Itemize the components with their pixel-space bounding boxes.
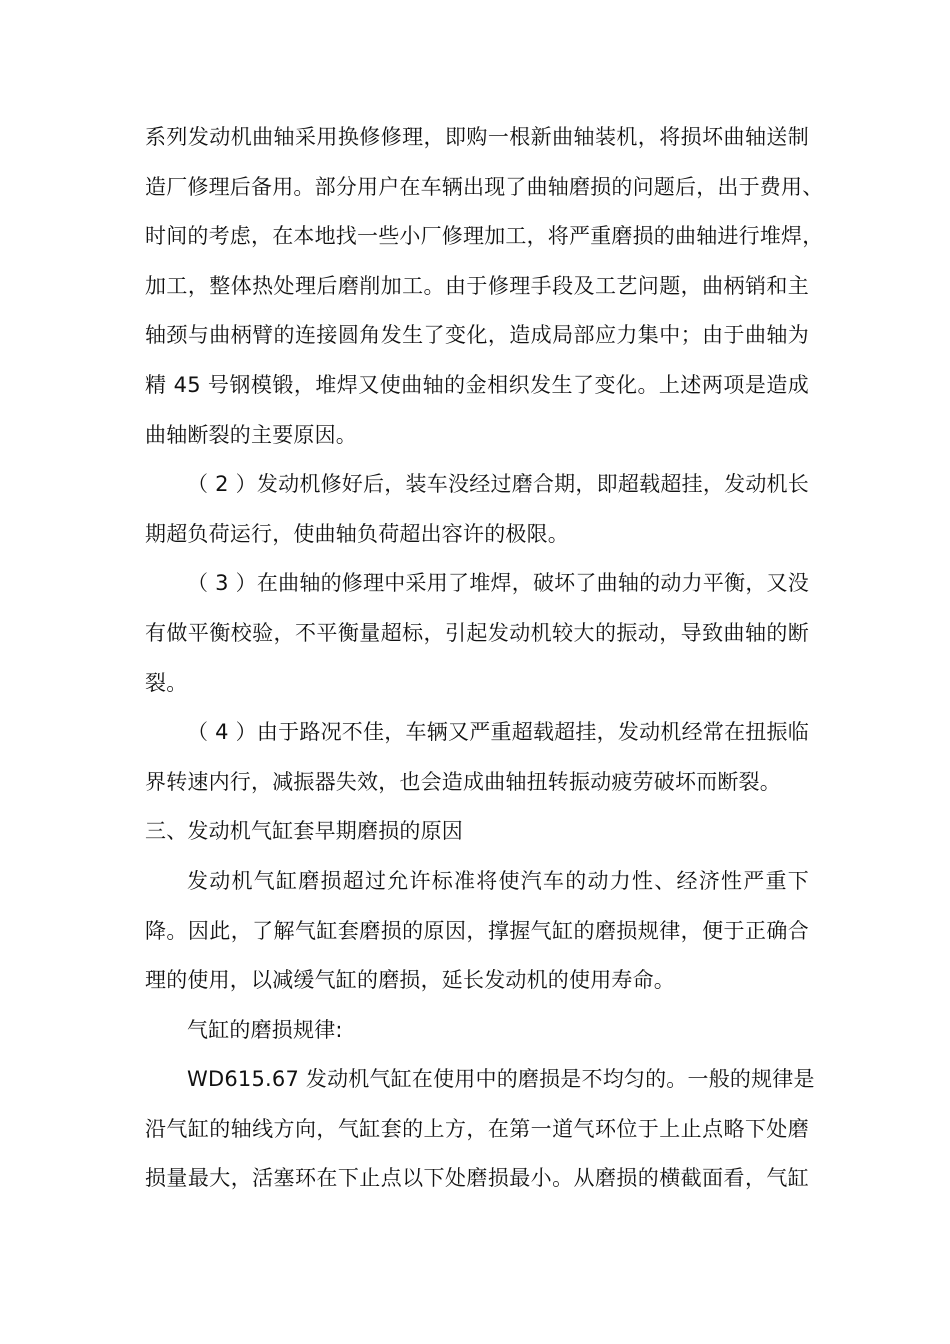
text-line: 系列发动机曲轴采用换修修理，即购一根新曲轴装机，将损坏曲轴送制 — [145, 125, 809, 149]
text-line: （ 2 ）发动机修好后，装车没经过磨合期，即超载超挂，发动机长 — [187, 472, 809, 497]
document-body — [145, 113, 824, 1204]
text-line: 损量最大，活塞环在下止点以下处磨损最小。从磨损的横截面看，气缸 — [145, 1166, 809, 1191]
text-line: 曲轴断裂的主要原因。 — [145, 422, 357, 447]
text-line: 气缸的磨损规律: — [187, 1017, 343, 1042]
paragraph-wear-pattern — [145, 1055, 815, 1204]
paragraph-item-2 — [145, 460, 809, 559]
paragraph-crankshaft-repair — [145, 113, 824, 460]
text-line: 精 45 号钢模锻，堆焊又使曲轴的金相织发生了变化。上述两项是造成 — [145, 372, 809, 397]
text-line: 时间的考虑，在本地找一些小厂修理加工，将严重磨损的曲轴进行堆焊， — [145, 224, 824, 249]
text-line: 界转速内行，减振器失效，也会造成曲轴扭转振动疲劳破坏而断裂。 — [145, 769, 781, 794]
text-line: 裂。 — [145, 670, 188, 695]
text-line: 期超负荷运行，使曲轴负荷超出容许的极限。 — [145, 521, 569, 546]
text-line: 降。因此，了解气缸套磨损的原因，撑握气缸的磨损规律，便于正确合 — [145, 918, 809, 943]
paragraph-item-3 — [145, 559, 809, 708]
paragraph-cylinder-wear-intro — [145, 857, 809, 1006]
text-line: 加工，整体热处理后磨削加工。由于修理手段及工艺问题，曲柄销和主 — [145, 273, 809, 298]
text-line: （ 4 ）由于路况不佳，车辆又严重超载超挂，发动机经常在扭振临 — [187, 720, 809, 745]
heading-text: 三、发动机气缸套早期磨损的原因 — [145, 819, 463, 844]
text-line: 轴颈与曲柄臂的连接圆角发生了变化，造成局部应力集中；由于曲轴为 — [145, 323, 809, 348]
text-line: 沿气缸的轴线方向，气缸套的上方，在第一道气环位于上止点略下处磨 — [145, 1116, 809, 1141]
text-line: （ 3 ）在曲轴的修理中采用了堆焊，破坏了曲轴的动力平衡，又没 — [187, 571, 809, 596]
paragraph-wear-rule-label — [145, 1006, 809, 1056]
text-line: 造厂修理后备用。部分用户在车辆出现了曲轴磨损的问题后，出于费用、 — [145, 174, 824, 199]
text-line: 有做平衡校验，不平衡量超标，引起发动机较大的振动，导致曲轴的断 — [145, 620, 809, 645]
section-heading — [145, 807, 809, 857]
paragraph-item-4 — [145, 708, 809, 807]
text-line: 发动机气缸磨损超过允许标准将使汽车的动力性、经济性严重下 — [187, 868, 809, 893]
text-line: 理的使用，以减缓气缸的磨损，延长发动机的使用寿命。 — [145, 968, 675, 993]
text-line: WD615.67 发动机气缸在使用中的磨损是不均匀的。一般的规律是 — [187, 1067, 815, 1092]
